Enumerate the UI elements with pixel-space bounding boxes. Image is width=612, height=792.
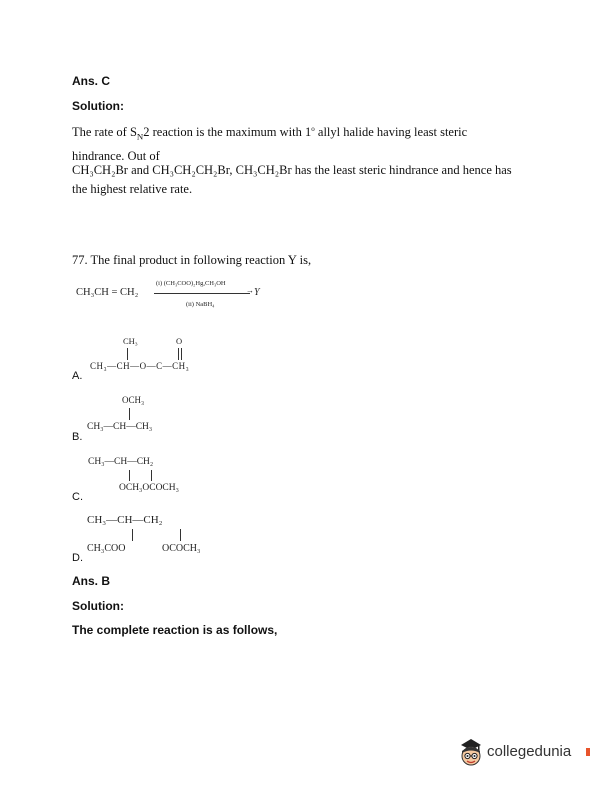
option-b-bond <box>129 408 130 420</box>
solution-paragraph-2: CH₃CH₂Br and CH₃CH₂CH₂Br, CH₃CH₂Br has the least steric hindrance and hence has the highest relative rate. <box>72 163 512 196</box>
answer-label-2: Ans. B <box>72 574 111 588</box>
logo-accent-mark <box>586 748 590 756</box>
option-a-double-bond-1 <box>178 348 179 360</box>
question-77: 77. The final product in following reaction Y is, <box>72 253 312 267</box>
option-b-top-och3: OCH₃ <box>122 395 145 405</box>
option-c-bond-2 <box>151 470 152 481</box>
option-d-bond-2 <box>180 529 181 541</box>
option-d[interactable] <box>72 512 292 567</box>
option-d-bond-1 <box>132 529 133 541</box>
option-a-top-o: O <box>176 336 183 346</box>
option-a-double-bond-2 <box>181 348 182 360</box>
option-a-top-ch3: CH₃ <box>123 336 138 346</box>
option-c-substituents: OCH₃OCOCH₃ <box>119 483 179 493</box>
product-y: Y <box>254 287 260 298</box>
graduate-mascot-icon <box>456 736 486 768</box>
solution-heading-2: Solution: <box>72 599 124 613</box>
option-c-formula: CH₃—CH—CH₂ <box>88 457 154 467</box>
option-d-formula: CH₃—CH—CH₂ <box>87 514 163 526</box>
logo-wordmark: collegedunia <box>487 743 572 760</box>
reactant: CH₃CH = CH₂ <box>76 287 139 298</box>
option-b-formula: CH₃—CH—CH₃ <box>87 422 153 432</box>
reaction-arrow <box>154 293 250 294</box>
option-b-label: B. <box>72 431 83 443</box>
reagent-2: (ii) NaBH₄ <box>186 301 215 308</box>
option-c-label: C. <box>72 491 83 503</box>
option-c-bond-1 <box>129 470 130 481</box>
option-a-bond <box>127 348 128 360</box>
collegedunia-logo[interactable] <box>456 736 596 770</box>
option-d-label: D. <box>72 552 83 564</box>
solution-heading: Solution: <box>72 99 124 113</box>
option-c[interactable] <box>72 455 272 505</box>
complete-reaction-text: The complete reaction is as follows, <box>72 623 278 637</box>
option-a-label: A. <box>72 370 83 382</box>
solution-paragraph-1: The rate of $S_N2$ reaction is the maximum with 1$^o$ allyl halide having least steric hindrance. Out of <box>72 125 468 163</box>
option-a-formula: CH₃—CH—O—C—CH₃ <box>90 361 190 371</box>
option-a[interactable] <box>72 336 272 386</box>
reaction-scheme <box>76 280 296 320</box>
answer-label: Ans. C <box>72 74 111 88</box>
arrow-head: → <box>246 286 254 295</box>
option-d-left-substituent: CH₃COO <box>87 543 126 554</box>
option-b[interactable] <box>72 395 272 445</box>
option-d-right-substituent: OCOCH₃ <box>162 543 201 554</box>
reagent-1: (i) (CH₃COO)₂Hg,CH₃OH <box>156 280 226 287</box>
